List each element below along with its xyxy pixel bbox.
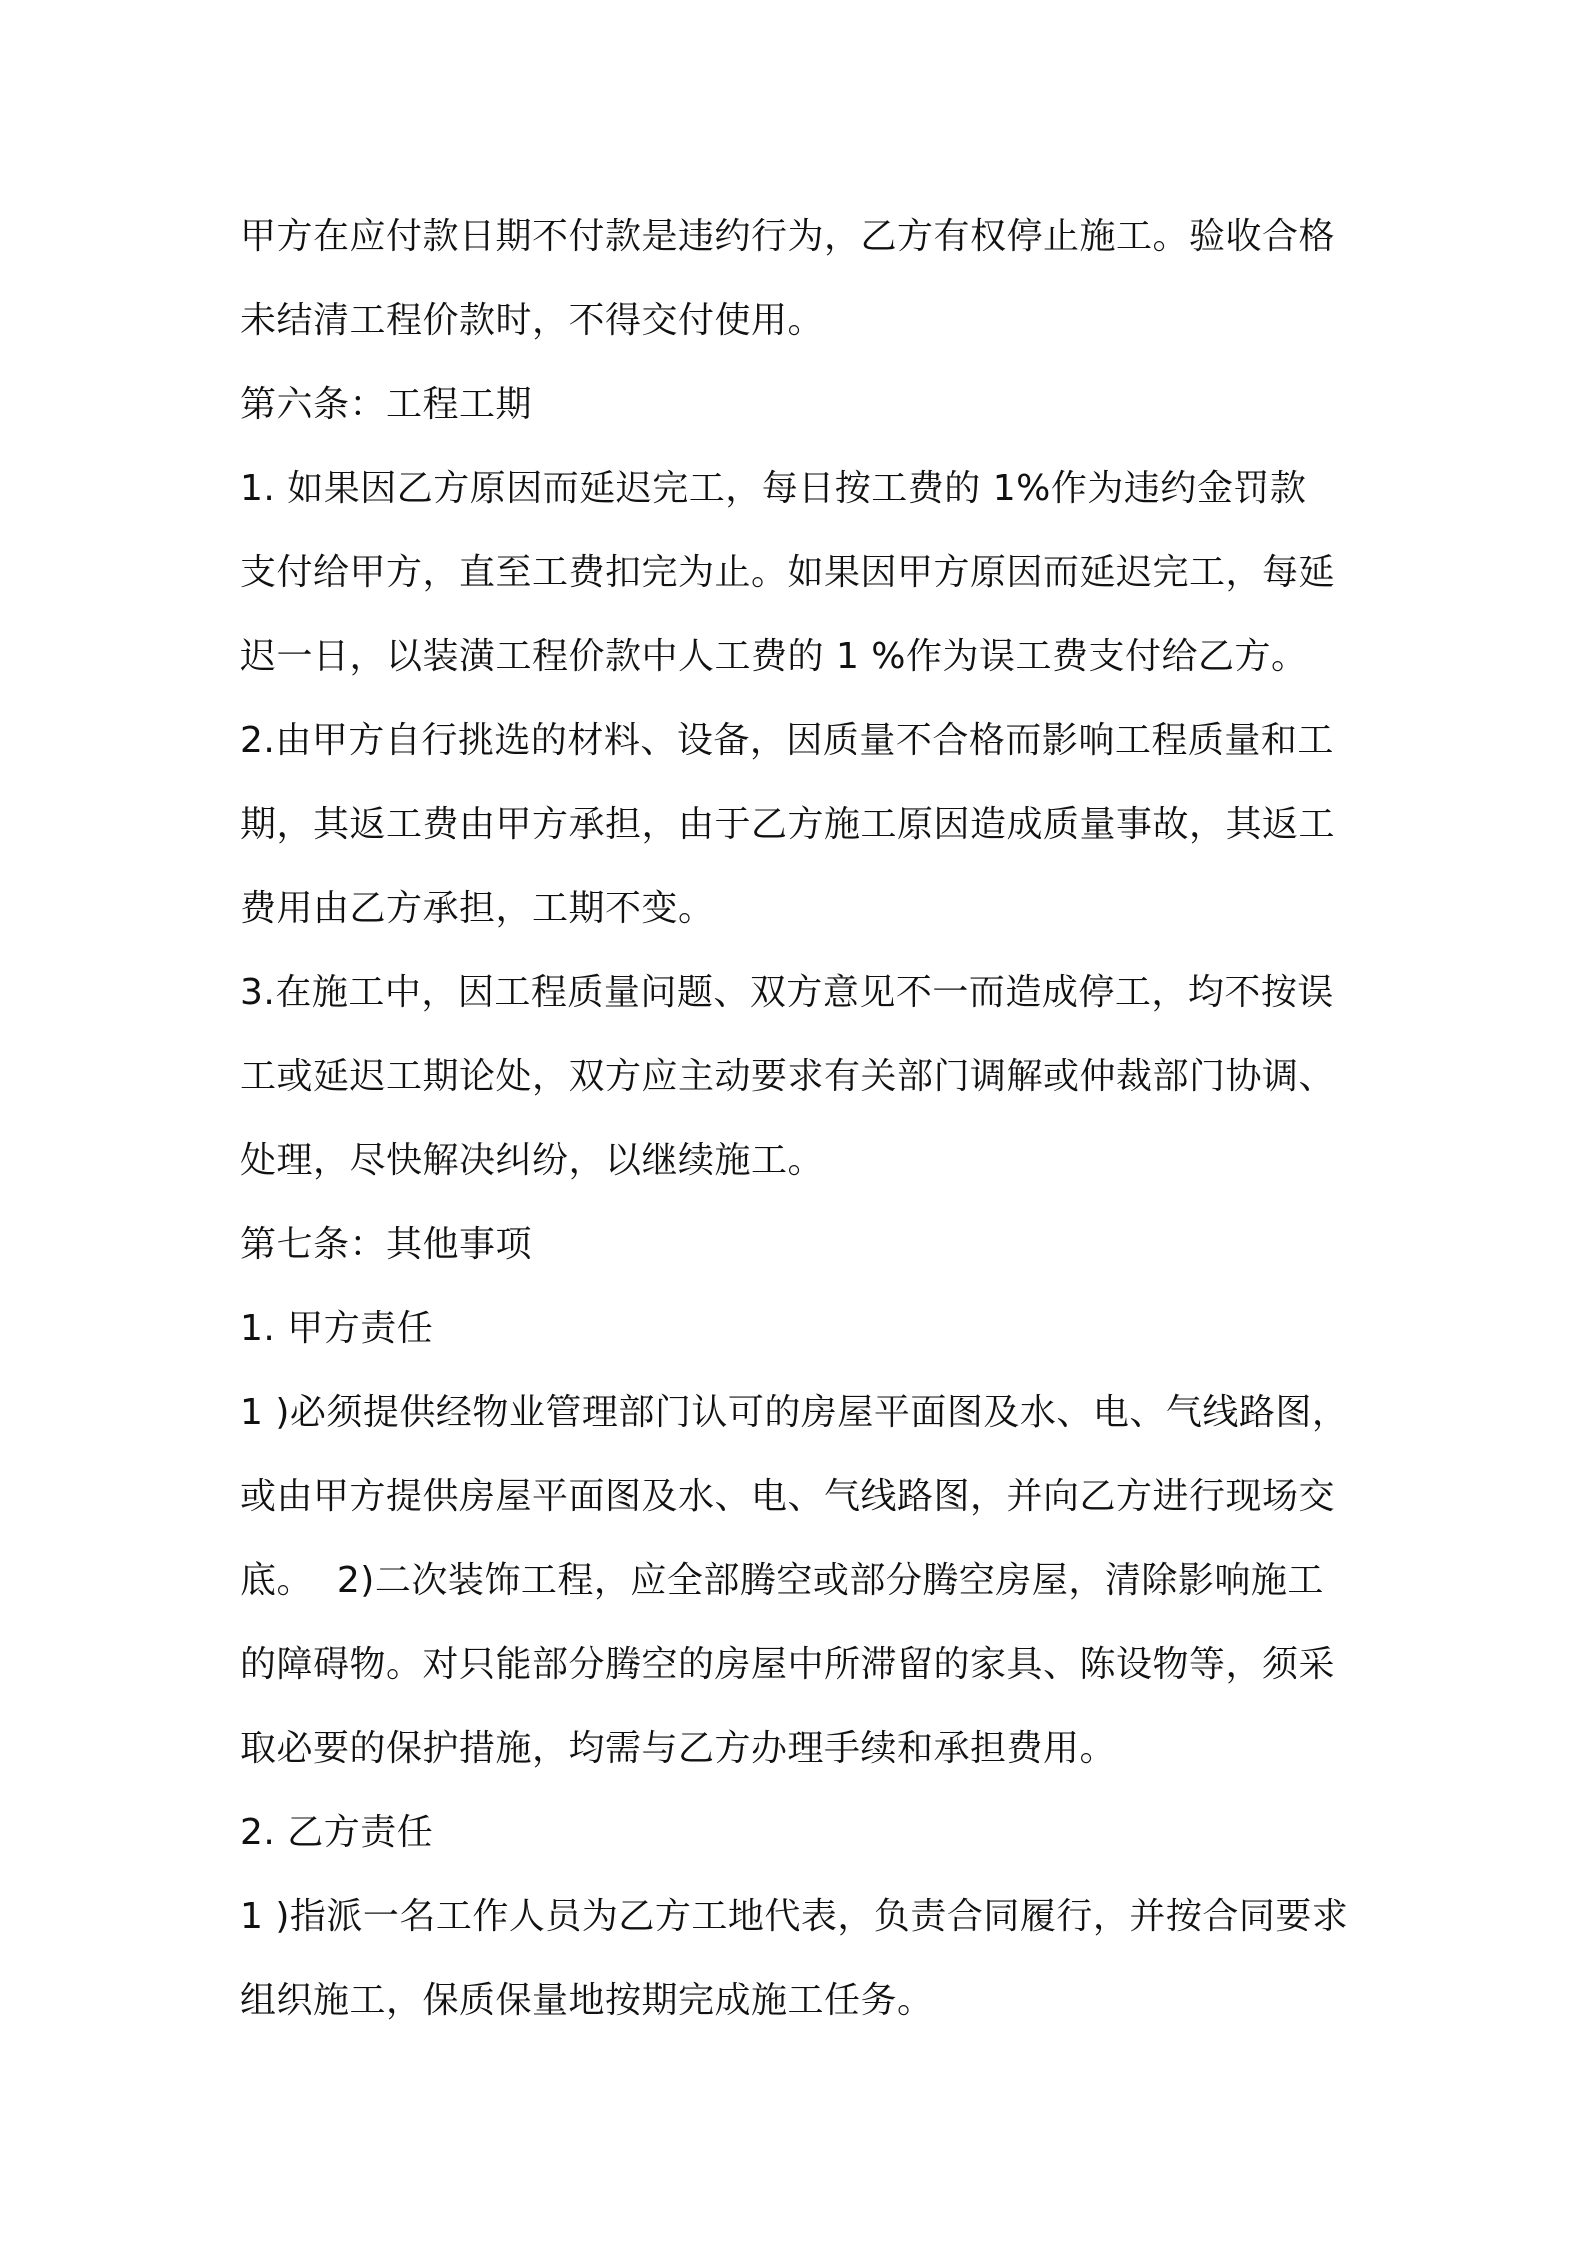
text-line: 取必要的保护措施，均需与乙方办理手续和承担费用。 (240, 1728, 1117, 1769)
text-line: 迟一日，以装潢工程价款中人工费的 1 %作为误工费支付给乙方。 (240, 636, 1308, 677)
text-line: 3.在施工中，因工程质量问题、双方意见不一而造成停工，均不按误 (240, 972, 1334, 1013)
text-line: 底。 2)二次装饰工程，应全部腾空或部分腾空房屋，清除影响施工 (240, 1560, 1324, 1601)
document-body (240, 195, 1360, 2043)
text-line: 或由甲方提供房屋平面图及水、电、气线路图，并向乙方进行现场交 (240, 1476, 1336, 1517)
text-line: 费用由乙方承担，工期不变。 (240, 888, 715, 929)
text-line: 支付给甲方，直至工费扣完为止。如果因甲方原因而延迟完工，每延 (240, 552, 1336, 593)
text-line: 未结清工程价款时，不得交付使用。 (240, 300, 825, 341)
text-line: 1. 如果因乙方原因而延迟完工，每日按工费的 1%作为违约金罚款 (240, 468, 1307, 509)
text-line: 2.由甲方自行挑选的材料、设备，因质量不合格而影响工程质量和工 (240, 720, 1334, 761)
text-line: 的障碍物。对只能部分腾空的房屋中所滞留的家具、陈设物等，须采 (240, 1644, 1336, 1685)
text-line: 甲方在应付款日期不付款是违约行为，乙方有权停止施工。验收合格 (240, 216, 1336, 257)
text-line: 组织施工，保质保量地按期完成施工任务。 (240, 1980, 934, 2021)
text-line: 1 )指派一名工作人员为乙方工地代表，负责合同履行，并按合同要求 (240, 1896, 1349, 1937)
text-line: 期，其返工费由甲方承担，由于乙方施工原因造成质量事故，其返工 (240, 804, 1336, 845)
section-heading: 第七条：其他事项 (240, 1224, 533, 1265)
text-line: 处理，尽快解决纠纷，以继续施工。 (240, 1140, 825, 1181)
section-heading: 第六条：工程工期 (240, 384, 533, 425)
subsection-heading: 2. 乙方责任 (240, 1812, 434, 1853)
text-line: 工或延迟工期论处，双方应主动要求有关部门调解或仲裁部门协调、 (240, 1056, 1336, 1097)
text-line: 1 )必须提供经物业管理部门认可的房屋平面图及水、电、气线路图， (240, 1392, 1349, 1433)
subsection-heading: 1. 甲方责任 (240, 1308, 434, 1349)
